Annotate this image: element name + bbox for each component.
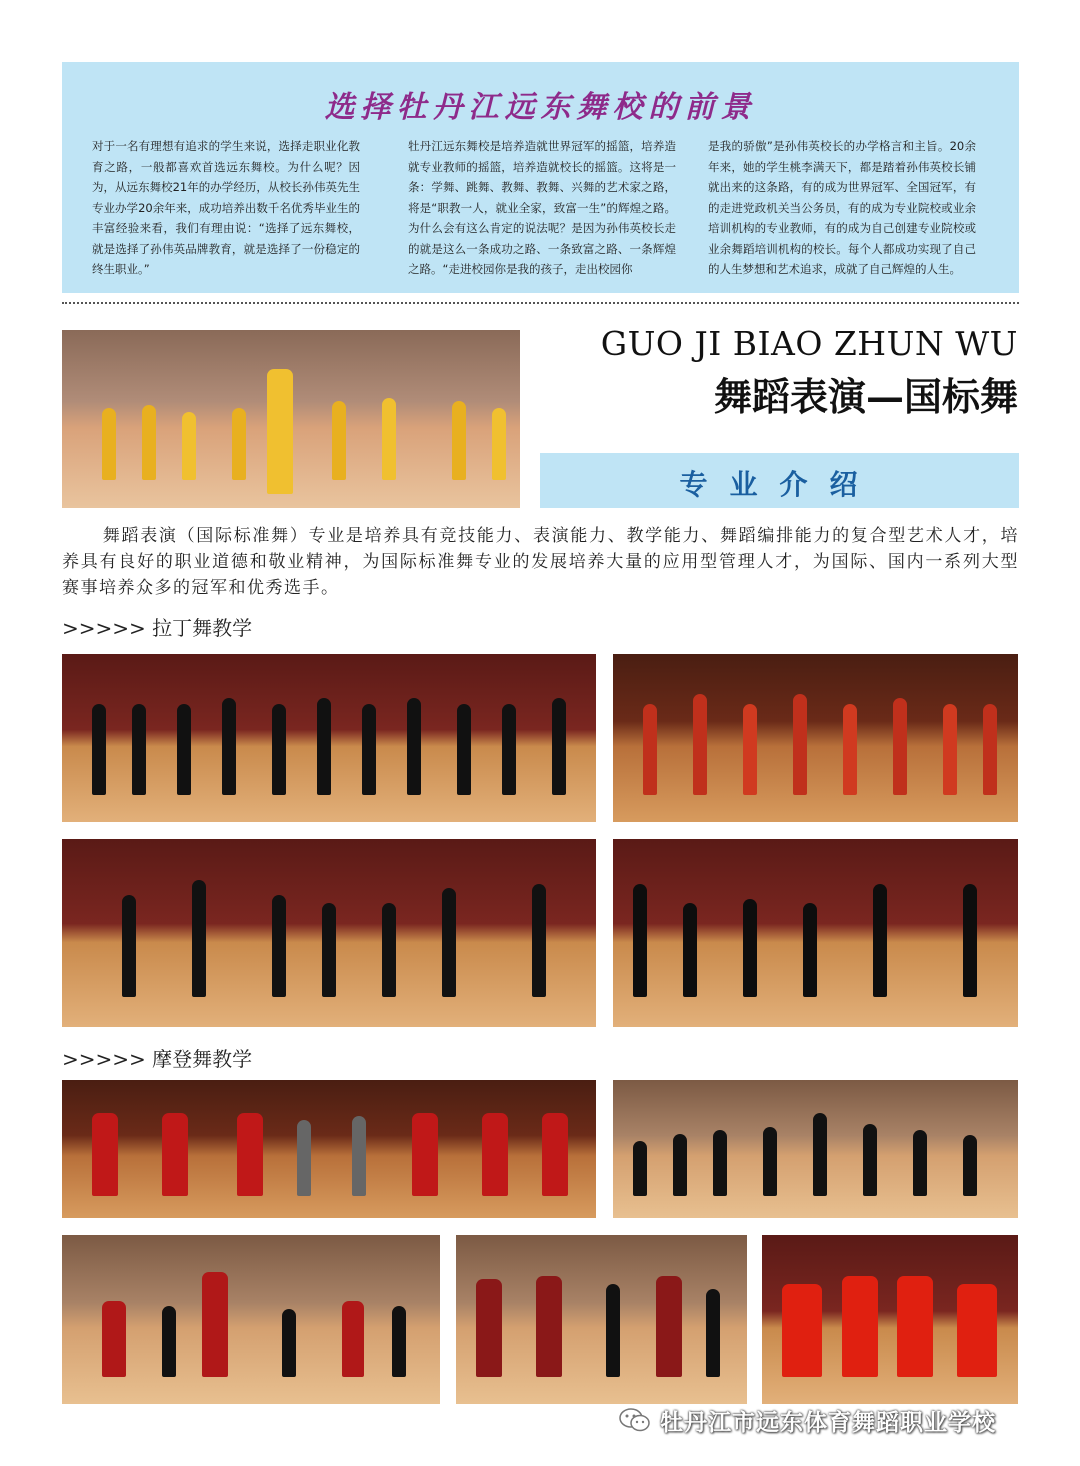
prospects-column-3: 是我的骄傲”是孙伟英校长的办学格言和主旨。20余年来，她的学生桃李满天下，都是踏着孙伟英校长铺就出来的这条路，有的成为世界冠军、全国冠军，有的走进党政机关当公务员，有的成为专业院校或业余培训机构的专业教师，有的成为自己创建专业院校或业余舞蹈培训机构的校长。每个人都成功实现了自己的人生梦想和艺术追求，成就了自己辉煌的人生。 [708,139,976,276]
intro-paragraph: 舞蹈表演（国际标准舞）专业是培养具有竞技能力、表演能力、教学能力、舞蹈编排能力的复合型艺术人才，培养具有良好的职业道德和敬业精神，为国际标准舞专业的发展培养大量的应用型管理人才，为国际、国内一系列大型赛事培养众多的冠军和优秀选手。 [62,526,1019,598]
photo-modern-5 [762,1235,1018,1404]
photo-latin-1 [62,654,596,822]
photo-modern-2 [613,1080,1018,1218]
photo-modern-4 [456,1235,747,1404]
photo-yellow-dancers [62,330,520,508]
prospects-column-1: 对于一名有理想有追求的学生来说，选择走职业化教育之路，一般都喜欢首选远东舞校。为什么呢？因为，从远东舞校21年的办学经历，从校长孙伟英先生专业办学20余年来，成功培养出数千名优秀毕业生的丰富经验来看，我们有理由说：“选择了远东舞校，就是选择了孙伟英品牌教育，就是选择了一份稳定的终生职业。” [92,139,360,276]
section-modern-heading: >>>>> 摩登舞教学 [62,1047,253,1071]
intro-banner [540,453,1019,508]
photo-modern-1 [62,1080,596,1218]
photo-latin-2 [613,654,1018,822]
wechat-icon [618,1406,652,1434]
section-latin-heading: >>>>> 拉丁舞教学 [62,616,253,640]
photo-latin-3 [62,839,596,1027]
photo-modern-3 [62,1235,440,1404]
intro-label: 专业介绍 [679,468,880,501]
photo-latin-4 [613,839,1018,1027]
watermark-text: 牡丹江市远东体育舞蹈职业学校 [660,1409,996,1436]
wechat-watermark [618,1400,1058,1440]
dotted-divider [62,302,1019,304]
prospects-column-2: 牡丹江远东舞校是培养造就世界冠军的摇篮，培养造就专业教师的摇篮，培养造就校长的摇篮。这将是一条：学舞、跳舞、教舞、教舞、兴舞的艺术家之路，将是“职教一人，就业全家，致富一生”的辉煌之路。为什么会有这么肯定的说法呢？是因为孙伟英校长走的就是这么一条成功之路、一条致富之路、一条辉煌之路。“走进校园你是我的孩子，走出校园你 [408,139,676,276]
english-title: GUO JI BIAO ZHUN WU [600,324,1018,363]
chinese-title: 舞蹈表演—国标舞 [713,374,1018,419]
prospects-panel [62,62,1019,293]
prospects-title: 选择牡丹江远东舞校的前景 [324,90,757,125]
